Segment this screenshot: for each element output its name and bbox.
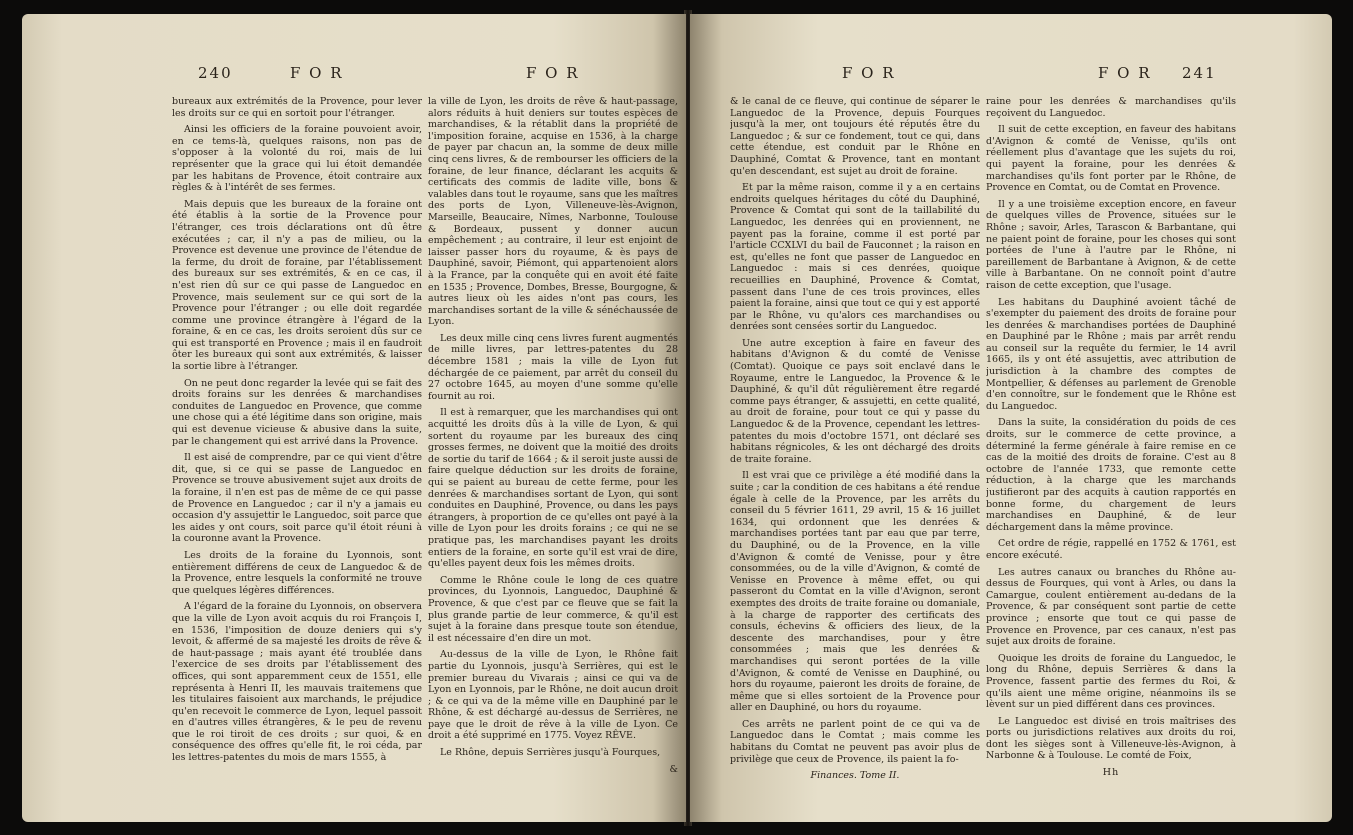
left-running-head <box>22 64 686 88</box>
paragraph: Au-dessus de la ville de Lyon, le Rhône fait partie du Lyonnois, jusqu'à Serrières, qui est le premier bureau du Vivarais ; ainsi ce qui va de Lyon en Lyonnois, par le Rhône, ne doit aucun droit ; & ce qui va de la même ville en Dauphiné par le Rhône, & est déchargé au-dessus de Serrières, ne paye que le droit de rêve à la ville de Lyon. Ce droit a été supprimé en 1775. Voyez RÊVE. <box>428 649 678 742</box>
paragraph: Comme le Rhône coule le long de ces quatre provinces, du Lyonnois, Languedoc, Dauphiné & Provence, & que c'est par ce fleuve que se fait la plus grande partie de leur commerce, & qu'il est sujet à la foraine dans presque toute son étendue, il est nécessaire d'en dire un mot. <box>428 574 678 644</box>
paragraph: Dans la suite, la considération du poids de ces droits, sur le commerce de cette province, a déterminé la ferme générale à faire remise en ce cas de la moitié des droits de foraine. C'est au 8 octobre de l'année 1733, que remonte cette réduction, à la charge que les marchands justifieront par des acquits à caution rapportés en bonne forme, du chargement de leurs marchandises en Dauphiné, & de leur déchargement dans la même province. <box>986 417 1236 533</box>
paragraph: Cet ordre de régie, rappellé en 1752 & 1761, est encore exécuté. <box>986 538 1236 561</box>
paragraph: Les droits de la foraine du Lyonnois, sont entièrement différens de ceux de Languedoc & de la Provence, entre lesquels la conformité ne trouve que quelques légères différences. <box>172 549 422 596</box>
left-page-column-2 <box>428 96 678 812</box>
paragraph: Les autres canaux ou branches du Rhône au-dessus de Fourques, qui vont à Arles, ou dans la Camargue, coulent entièrement au-dedans de la Provence, & par conséquent sont partie de cette province ; ensorte que tout ce qui passe de Provence en Provence, par ces canaux, n'est pas sujet aux droits de foraine. <box>986 566 1236 648</box>
paragraph: la ville de Lyon, les droits de rêve & haut-passage, alors réduits à huit deniers sur toutes espèces de marchandises, & la rétablit dans la propriété de l'imposition foraine, acquise en 1536, à la charge de payer par chacun an, la somme de deux mille cinq cens livres, & de rembourser les officiers de la foraine, de leur finance, déclarant les acquits & certificats des commis de ladite ville, bons & valables dans tout le royaume, sans que les maîtres des ports de Lyon, Villeneuve-lès-Avignon, Marseille, Beaucaire, Nîmes, Narbonne, Toulouse & Bordeaux, pussent y donner aucun empêchement ; au contraire, il leur est enjoint de laisser passer hors du royaume, & ès pays de Dauphiné, savoir, Piémont, qui appartenoient alors à la France, par la conquête qui en avoit été faite en 1535 ; Provence, Dombes, Bresse, Bourgogne, & autres lieux où les aides n'ont pas cours, les marchandises sortant de la ville & sénéchaussée de Lyon. <box>428 96 678 328</box>
paragraph: Mais depuis que les bureaux de la foraine ont été établis à la sortie de la Provence pour l'étranger, ces trois déclarations ont dû être exécutées ; car, il n'y a pas de milieu, ou la Provence est devenue une province de l'étendue de la ferme, du droit de foraine, par l'établissement des bureaux sur ses extrémités, & en ce cas, il n'est rien dû sur ce qui passe de Languedoc en Provence, mais seulement sur ce qui sort de la Provence pour l'étranger ; ou elle doit regardée comme une province étrangère à l'égard de la foraine, & en ce cas, les droits seroient dûs sur ce qui est transporté en Provence ; mais il en faudroit ôter les bureaux qui sont aux extrémités, & laisser la sortie libre à l'étranger. <box>172 198 422 373</box>
paragraph: On ne peut donc regarder la levée qui se fait des droits forains sur les denrées & marchandises conduites de Languedoc en Provence, que comme une chose qui a été légitime dans son origine, mais qui est devenue vicieuse & abusive dans la suite, par le changement qui est arrivé dans la Provence. <box>172 377 422 447</box>
paragraph: raine pour les denrées & marchandises qu'ils reçoivent du Languedoc. <box>986 96 1236 119</box>
left-page <box>22 14 686 822</box>
right-page-column-2 <box>986 96 1236 812</box>
paragraph: Il y a une troisième exception encore, en faveur de quelques villes de Provence, situées sur le Rhône ; savoir, Arles, Tarascon & Barbantane, qui ne paient point de foraine, pour les choses qui sont portées de l'une à l'autre par le Rhône, ni pareillement de Barbantane à Avignon, & de cette ville à Barbantane. On ne connoît point d'autre raison de cette exception, que l'usage. <box>986 198 1236 291</box>
volume-signature: Finances. Tome II. <box>810 770 900 782</box>
right-running-head <box>690 64 1332 88</box>
sheet-signature: Hh <box>1102 767 1120 779</box>
catchword: & <box>669 763 678 775</box>
paragraph: Quoique les droits de foraine du Languedoc, le long du Rhône, depuis Serrières & dans la Provence, fassent partie des fermes du Roi, & qu'ils aient une même origine, néanmoins ils se lèvent sur un pied différent dans ces provinces. <box>986 652 1236 711</box>
paragraph: Et par la même raison, comme il y a en certains endroits quelques héritages du côté du Dauphiné, Provence & Comtat qui sont de la taillabilité du Languedoc, les denrées qui en proviennent, ne payent pas la foraine, comme il est porté par l'article CCXLVI du bail de Fauconnet ; la raison en est, qu'elles ne font que passer de Languedoc en Languedoc : mais si ces denrées, quoique recueillies en Dauphiné, Provence & Comtat, passent dans l'une de ces trois provinces, elles paient la foraine, ainsi que tout ce qui y est apporté par le Rhône, vu qu'alors ces marchandises ou denrées sont censées sortir du Languedoc. <box>730 182 980 333</box>
paragraph: Les habitans du Dauphiné avoient tâché de s'exempter du paiement des droits de foraine pour les denrées & marchandises portées de Dauphiné en Dauphiné par le Rhône ; mais par arrêt rendu au conseil sur la requête du fermier, le 14 avril 1665, ils y ont été assujettis, avec attribution de jurisdiction à la chambre des comptes de Montpellier, & défenses au parlement de Grenoble d'en connoître, sur le fondement que le Rhône est du Languedoc. <box>986 296 1236 412</box>
right-page-footer <box>986 767 1236 779</box>
paragraph: Il est vrai que ce privilège a été modifié dans la suite ; car la condition de ces habitans a été rendue égale à celle de la Provence, par les arrêts du conseil du 5 février 1611, 29 avril, 15 & 16 juillet 1634, qui ordonnent que les denrées & marchandises portées tant par eau que par terre, du Dauphiné, ou de la Provence, en la ville d'Avignon & comté de Venisse, pour y être consommées, ou de la ville d'Avignon, & comté de Venisse en Provence à même effet, ou qui passeront du Comtat en la ville d'Avignon, seront exemptes des droits de traite foraine ou domaniale, à la charge de rapporter des certificats des consuls, échevins & officiers des lieux, de la descente des marchandises, pour y être consommées ; mais que les denrées & marchandises qui seront portées de la ville d'Avignon, & comté de Venisse en Dauphiné, ou hors du royaume, paieront les droits de foraine, de même que si elles sortoient de la Provence pour aller en Dauphiné, ou hors du royaume. <box>730 470 980 714</box>
paragraph: Les deux mille cinq cens livres furent augmentés de mille livres, par lettres-patentes du 28 décembre 1581 ; mais la ville de Lyon fut déchargée de ce paiement, par arrêt du conseil du 27 octobre 1645, au moyen d'une somme qu'elle fournit au roi. <box>428 332 678 402</box>
left-head-left: F O R <box>290 64 344 82</box>
right-page <box>690 14 1332 822</box>
paragraph: Le Rhône, depuis Serrières jusqu'à Fourques, <box>440 747 661 759</box>
paragraph: Il est à remarquer, que les marchandises qui ont acquitté les droits dûs à la ville de Lyon, & qui sortent du royaume par les bureaux des cinq grosses fermes, ne doivent que la moitié des droits de sortie du tarif de 1664 ; & il seroit juste aussi de faire quelque déduction sur les droits de foraine, qui se paient au bureau de cette ferme, pour les denrées & marchandises sortant de Lyon, qui sont conduites en Dauphiné, Provence, ou dans les pays étrangers, à proportion de ce qu'elles ont payé à la ville de Lyon pour les droits forains ; ce qui ne se pratique pas, les marchandises payant les droits entiers de la foraine, en sorte qu'il est vrai de dire, qu'elles payent deux fois les mêmes droits. <box>428 407 678 570</box>
paragraph: A l'égard de la foraine du Lyonnois, on observera que la ville de Lyon avoit acquis du roi François I, en 1536, l'imposition de douze deniers qui s'y levoit, & affermé de sa majesté les droits de rêve & de haut-passage ; mais ayant été troublée dans l'exercice de ses droits par l'établissement des offices, qui sont apparemment ceux de 1551, elle représenta à Henri II, les mauvais traitemens que les titulaires faisoient aux marchands, le préjudice qu'en recevoit le commerce de Lyon, lequel passoit en d'autres villes étrangères, & le peu de revenu que le roi tiroit de ces droits ; sur quoi, & en conséquence des offres qu'elle fit, le roi céda, par les lettres-patentes du mois de mars 1555, à <box>172 601 422 764</box>
paragraph: Ces arrêts ne parlent point de ce qui va de Languedoc dans le Comtat ; mais comme les habitans du Comtat ne peuvent pas avoir plus de privilège que ceux de Provence, ils paient la fo- <box>730 718 980 765</box>
right-head-right: F O R <box>1098 64 1152 82</box>
paragraph: Il est aisé de comprendre, par ce qui vient d'être dit, que, si ce qui se passe de Languedoc en Provence se trouve abusivement sujet aux droits de la foraine, il n'en est pas de même de ce qui passe de Provence en Languedoc ; car il n'y a jamais eu occasion d'y assujettir le Languedoc, soit parce que les aides y ont cours, soit parce qu'il étoit réuni à la couronne avant la Provence. <box>172 452 422 545</box>
paragraph: & le canal de ce fleuve, qui continue de séparer le Languedoc de la Provence, depuis Fourques jusqu'à la mer, ont toujours été réputés être du Languedoc ; & sur ce fondement, tout ce qui, dans cette étendue, est conduit par le Rhône en Dauphiné, Comtat & Provence, tant en montant qu'en descendant, est sujet au droit de foraine. <box>730 96 980 177</box>
paragraph: Il suit de cette exception, en faveur des habitans d'Avignon & comté de Venisse, qu'ils ont réellement plus d'avantage que les sujets du roi, qui payent la foraine, pour les denrées & marchandises qu'ils font porter par le Rhône, de Provence en Comtat, ou de Comtat en Provence. <box>986 124 1236 194</box>
paragraph: Une autre exception à faire en faveur des habitans d'Avignon & du comté de Venisse (Comtat). Quoique ce pays soit enclavé dans le Royaume, entre le Languedoc, la Provence & le Dauphiné, & qu'il dût régulièrement être regardé comme pays étranger, & assujetti, en cette qualité, au droit de foraine, pour tout ce qui y passe du Languedoc & de la Provence, cependant les lettres-patentes du mois d'octobre 1571, ont déclaré ses habitans régnicoles, & les ont déchargé des droits de traite foraine. <box>730 337 980 465</box>
left-page-number: 240 <box>198 64 233 82</box>
left-head-right: F O R <box>526 64 580 82</box>
right-page-number: 241 <box>1182 64 1217 82</box>
right-head-left: F O R <box>842 64 896 82</box>
paragraph: Ainsi les officiers de la foraine pouvoient avoir, en ce tems-là, quelques raisons, non pas de s'opposer à la volonté du roi, mais de lui représenter que la grace qui lui étoit demandée par les habitans de Provence, étoit contraire aux règles & à l'intérêt de ses fermes. <box>172 124 422 194</box>
paragraph: bureaux aux extrémités de la Provence, pour lever les droits sur ce qui en sortoit pour l'étranger. <box>172 96 422 119</box>
paragraph: Le Languedoc est divisé en trois maîtrises des ports ou jurisdictions relatives aux droits du roi, dont les sièges sont à Villeneuve-lès-Avignon, à Narbonne & à Toulouse. Le comté de Foix, <box>986 715 1236 762</box>
left-page-column-1 <box>172 96 422 812</box>
right-page-column-1 <box>730 96 980 812</box>
